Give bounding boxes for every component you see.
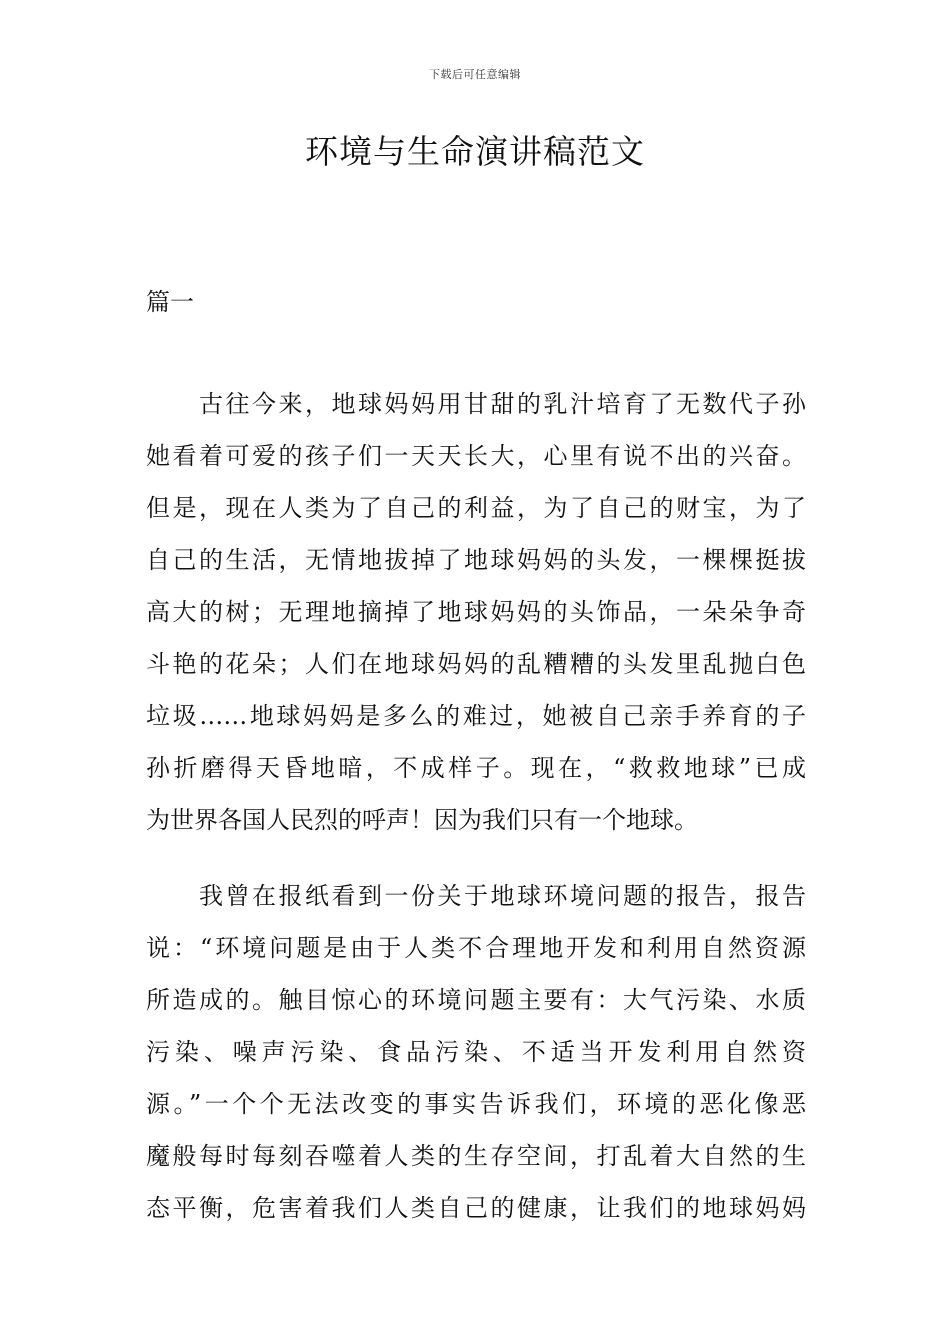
paragraph-line: 她看着可爱的孩子们一天天长大，心里有说不出的兴奋。	[146, 442, 806, 470]
paragraph-line: 古往今来，地球妈妈用甘甜的乳汁培育了无数代子孙	[146, 390, 806, 418]
document-title: 环境与生命演讲稿范文	[305, 132, 645, 171]
paragraph-line: 但是，现在人类为了自己的利益，为了自己的财宝，为了	[146, 494, 806, 522]
header-note: 下载后可任意编辑	[429, 68, 521, 81]
paragraph-line: 所造成的。触目惊心的环境问题主要有：大气污染、水质	[146, 986, 806, 1014]
paragraph-line: 为世界各国人民烈的呼声！因为我们只有一个地球。	[146, 806, 698, 834]
paragraph-1	[146, 378, 806, 846]
paragraph-line: 自己的生活，无情地拔掉了地球妈妈的头发，一棵棵挺拔	[146, 546, 806, 574]
paragraph-line: 我曾在报纸看到一份关于地球环境问题的报告，报告	[146, 882, 806, 910]
paragraph-line: 态平衡，危害着我们人类自己的健康，让我们的地球妈妈	[146, 1194, 806, 1222]
paragraph-line: 高大的树；无理地摘掉了地球妈妈的头饰品，一朵朵争奇	[146, 598, 806, 626]
section-label: 篇一	[146, 288, 194, 316]
paragraph-line: 污染、噪声污染、食品污染、不适当开发利用自然资	[146, 1038, 806, 1066]
paragraph-line: 说：“环境问题是由于人类不合理地开发和利用自然资源	[146, 934, 806, 962]
paragraph-line: 魔般每时每刻吞噬着人类的生存空间，打乱着大自然的生	[146, 1142, 806, 1170]
paragraph-line: 孙折磨得天昏地暗，不成样子。现在，“救救地球”已成	[146, 754, 806, 782]
paragraph-line: 斗艳的花朵；人们在地球妈妈的乱糟糟的头发里乱抛白色	[146, 650, 806, 678]
paragraph-line: 源。”一个个无法改变的事实告诉我们，环境的恶化像恶	[146, 1090, 806, 1118]
paragraph-2	[146, 870, 806, 1234]
paragraph-line: 垃圾……地球妈妈是多么的难过，她被自己亲手养育的子	[146, 702, 806, 730]
